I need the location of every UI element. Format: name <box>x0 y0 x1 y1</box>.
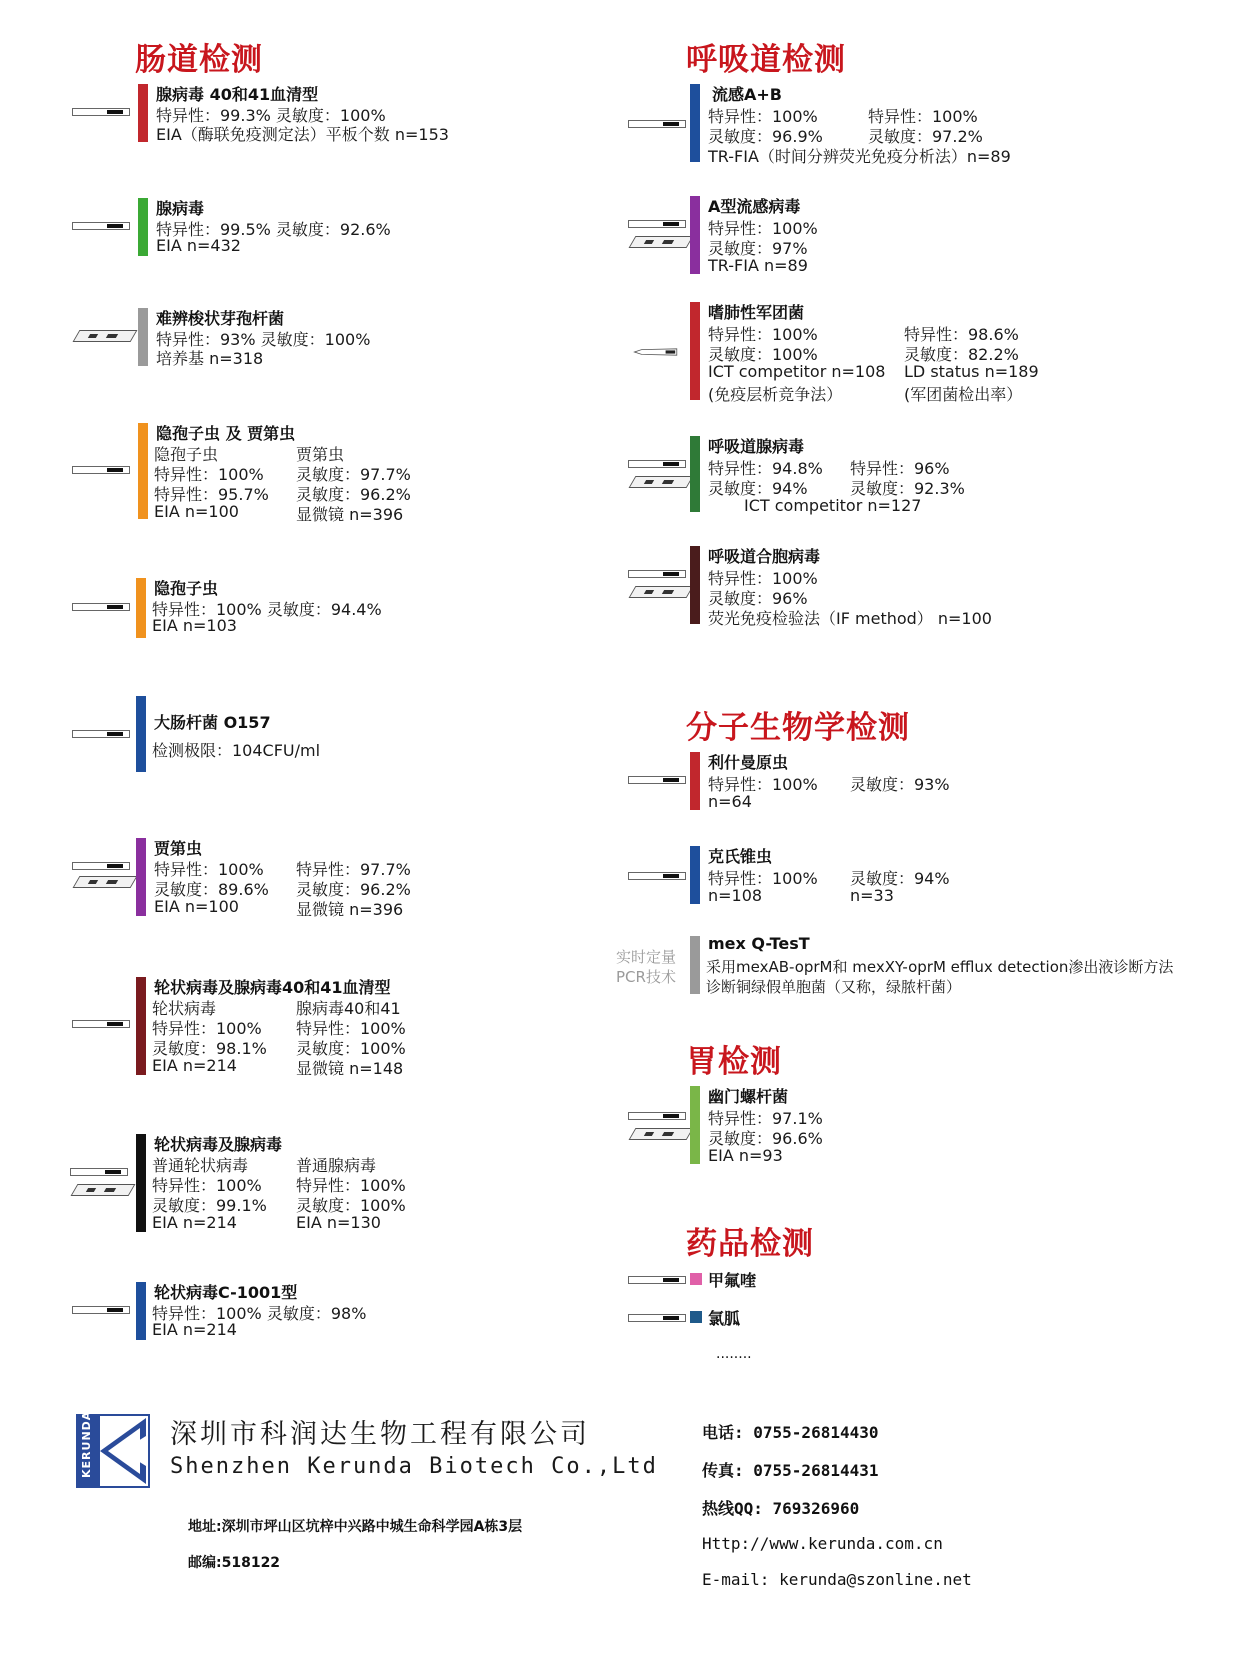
item-line: 培养基 n=318 <box>156 349 264 368</box>
item-line: 灵敏度：93% <box>850 775 950 794</box>
color-bar <box>138 308 148 366</box>
item-line: EIA n=130 <box>296 1213 381 1232</box>
item-line: EIA n=93 <box>708 1146 783 1165</box>
company-name-cn: 深圳市科润达生物工程有限公司 <box>170 1419 590 1450</box>
item-line: 检测极限：104CFU/ml <box>152 741 321 760</box>
item-line: 特异性：99.5% 灵敏度：92.6% <box>156 220 391 239</box>
item-line: 特异性：95.7% <box>154 485 269 504</box>
item-line: 特异性：100% <box>708 775 818 794</box>
section-title-respiratory: 呼吸道检测 <box>686 42 846 78</box>
website-link[interactable]: Http://www.kerunda.com.cn <box>702 1534 943 1553</box>
item-title: 轮状病毒及腺病毒40和41血清型 <box>154 978 391 997</box>
postcode: 邮编:518122 <box>188 1555 281 1571</box>
company-name-en: Shenzhen Kerunda Biotech Co.,Ltd <box>170 1454 658 1479</box>
item-line: 特异性：100% <box>868 107 978 126</box>
item-line: 灵敏度：94% <box>850 869 950 888</box>
item-line: 灵敏度：89.6% <box>154 880 269 899</box>
item-line: 特异性：100% <box>154 465 264 484</box>
item-title: 轮状病毒及腺病毒 <box>154 1135 283 1154</box>
item-line: n=33 <box>850 886 894 905</box>
color-bar <box>690 302 700 400</box>
item-line: 特异性：100% <box>708 569 818 588</box>
item-line: 灵敏度：97% <box>708 239 808 258</box>
item-line: 显微镜 n=396 <box>296 900 404 919</box>
item-line: 特异性：100% <box>708 869 818 888</box>
color-bar <box>136 1282 146 1340</box>
item-line: 特异性：93% 灵敏度：100% <box>156 330 371 349</box>
item-line: 特异性：98.6% <box>904 325 1019 344</box>
item-title: A型流感病毒 <box>708 197 801 216</box>
item-line: (免疫层析竞争法） <box>708 385 843 404</box>
color-bar <box>690 196 700 274</box>
item-title: 呼吸道腺病毒 <box>708 437 805 456</box>
side-label: PCR技术 <box>616 968 676 986</box>
email-link[interactable]: E-mail: kerunda@szonline.net <box>702 1570 972 1589</box>
drug-color-square <box>690 1273 702 1285</box>
drug-name: 氯胍 <box>708 1309 741 1328</box>
drug-color-square <box>690 1311 702 1323</box>
item-line: EIA n=214 <box>152 1320 237 1339</box>
color-bar <box>690 546 700 624</box>
item-line: 普通腺病毒 <box>296 1156 377 1175</box>
item-title: 难辨梭状芽孢杆菌 <box>156 309 285 328</box>
item-line: 灵敏度：92.3% <box>850 479 965 498</box>
item-title: 流感A+B <box>712 85 782 104</box>
item-line: 灵敏度：97.2% <box>868 127 983 146</box>
color-bar <box>138 198 148 256</box>
section-title-drug: 药品检测 <box>686 1226 814 1262</box>
item-title: 嗜肺性军团菌 <box>708 303 805 322</box>
item-line: 特异性：99.3% 灵敏度：100% <box>156 106 386 125</box>
item-title: 呼吸道合胞病毒 <box>708 547 821 566</box>
item-line: 特异性：97.1% <box>708 1109 823 1128</box>
item-line: 腺病毒40和41 <box>296 999 401 1018</box>
item-line: 灵敏度：96.6% <box>708 1129 823 1148</box>
item-title: 幽门螺杆菌 <box>708 1087 789 1106</box>
item-line: 特异性：100% <box>708 325 818 344</box>
item-line: TR-FIA n=89 <box>708 256 808 275</box>
item-line: 灵敏度：96.2% <box>296 880 411 899</box>
item-title: 大肠杆菌 O157 <box>154 713 271 732</box>
item-line: 特异性：100% 灵敏度：94.4% <box>152 600 382 619</box>
item-line: EIA（酶联免疫测定法）平板个数 n=153 <box>156 125 449 144</box>
item-title: 腺病毒 40和41血清型 <box>156 85 319 104</box>
color-bar <box>690 84 700 162</box>
item-title: 贾第虫 <box>154 839 203 858</box>
section-title-molecular: 分子生物学检测 <box>686 710 910 746</box>
item-line: 灵敏度：100% <box>296 1039 406 1058</box>
color-bar <box>136 977 146 1075</box>
item-line: ICT competitor n=108 <box>708 362 886 381</box>
item-line: 灵敏度：99.1% <box>152 1196 267 1215</box>
item-line: 采用mexAB-oprM和 mexXY-oprM efflux detection渗出液诊断方法 <box>706 958 1174 976</box>
item-line: 特异性：100% <box>296 1176 406 1195</box>
item-line: 显微镜 n=396 <box>296 505 404 524</box>
item-line: 灵敏度：96.2% <box>296 485 411 504</box>
item-line: 特异性：94.8% <box>708 459 823 478</box>
item-line: 灵敏度：94% <box>708 479 808 498</box>
item-title: 轮状病毒C-1001型 <box>154 1283 298 1302</box>
hotline-qq: 热线QQ: 769326960 <box>702 1499 860 1518</box>
color-bar <box>136 696 146 772</box>
company-logo <box>76 1410 150 1488</box>
item-line: 灵敏度：100% <box>708 345 818 364</box>
color-bar <box>690 752 700 810</box>
item-line: 特异性：100% <box>708 219 818 238</box>
item-title: 利什曼原虫 <box>708 753 789 772</box>
phone: 电话: 0755-26814430 <box>702 1423 879 1442</box>
color-bar <box>138 84 148 142</box>
color-bar <box>690 936 700 994</box>
item-line: 灵敏度：100% <box>296 1196 406 1215</box>
section-title-intestinal: 肠道检测 <box>135 42 263 78</box>
item-line: 特异性：100% <box>708 107 818 126</box>
item-line: ICT competitor n=127 <box>744 496 922 515</box>
address: 地址:深圳市坪山区坑梓中兴路中城生命科学园A栋3层 <box>188 1519 523 1535</box>
item-line: n=108 <box>708 886 763 905</box>
item-line: 荧光免疫检验法（IF method） n=100 <box>708 609 992 628</box>
item-line: EIA n=103 <box>152 616 237 635</box>
item-line: 显微镜 n=148 <box>296 1059 404 1078</box>
color-bar <box>690 436 700 512</box>
item-line: (军团菌检出率） <box>904 385 1023 404</box>
item-line: EIA n=100 <box>154 897 239 916</box>
item-line: 灵敏度：98.1% <box>152 1039 267 1058</box>
item-line: 轮状病毒 <box>152 999 217 1018</box>
item-line: LD status n=189 <box>904 362 1039 381</box>
item-line: 灵敏度：82.2% <box>904 345 1019 364</box>
color-bar <box>690 1086 700 1164</box>
item-title: 腺病毒 <box>156 199 205 218</box>
color-bar <box>136 838 146 916</box>
ellipsis: ........ <box>716 1346 752 1362</box>
item-line: 特异性：100% <box>154 860 264 879</box>
item-line: EIA n=214 <box>152 1056 237 1075</box>
item-line: EIA n=100 <box>154 502 239 521</box>
item-line: 诊断铜绿假单胞菌（又称，绿脓杆菌） <box>706 978 962 996</box>
item-line: 隐孢子虫 <box>154 445 219 464</box>
item-line: EIA n=214 <box>152 1213 237 1232</box>
color-bar <box>690 846 700 904</box>
item-line: 特异性：100% <box>152 1176 262 1195</box>
item-line: 灵敏度：96.9% <box>708 127 823 146</box>
item-line: EIA n=432 <box>156 236 241 255</box>
item-title: 隐孢子虫 及 贾第虫 <box>156 424 296 443</box>
item-line: 特异性：100% 灵敏度：98% <box>152 1304 367 1323</box>
color-bar <box>136 578 146 638</box>
item-line: 特异性：97.7% <box>296 860 411 879</box>
logo-text: KERUNDA <box>80 1410 93 1478</box>
drug-name: 甲氟喹 <box>708 1271 757 1290</box>
side-label: 实时定量 <box>616 948 677 966</box>
item-line: 普通轮状病毒 <box>152 1156 249 1175</box>
item-title: 隐孢子虫 <box>154 579 219 598</box>
item-line: 特异性：96% <box>850 459 950 478</box>
color-bar <box>136 1134 146 1232</box>
item-title: 克氏锥虫 <box>708 847 773 866</box>
color-bar <box>138 423 148 519</box>
item-line: 特异性：100% <box>296 1019 406 1038</box>
item-line: TR-FIA（时间分辨荧光免疫分析法）n=89 <box>708 147 1011 166</box>
section-title-stomach: 胃检测 <box>686 1044 782 1080</box>
item-line: 灵敏度：96% <box>708 589 808 608</box>
item-title: mex Q-TesT <box>708 934 810 953</box>
item-line: 特异性：100% <box>152 1019 262 1038</box>
item-line: 贾第虫 <box>296 445 345 464</box>
item-line: 灵敏度：97.7% <box>296 465 411 484</box>
fax: 传真: 0755-26814431 <box>702 1461 879 1480</box>
item-line: n=64 <box>708 792 752 811</box>
